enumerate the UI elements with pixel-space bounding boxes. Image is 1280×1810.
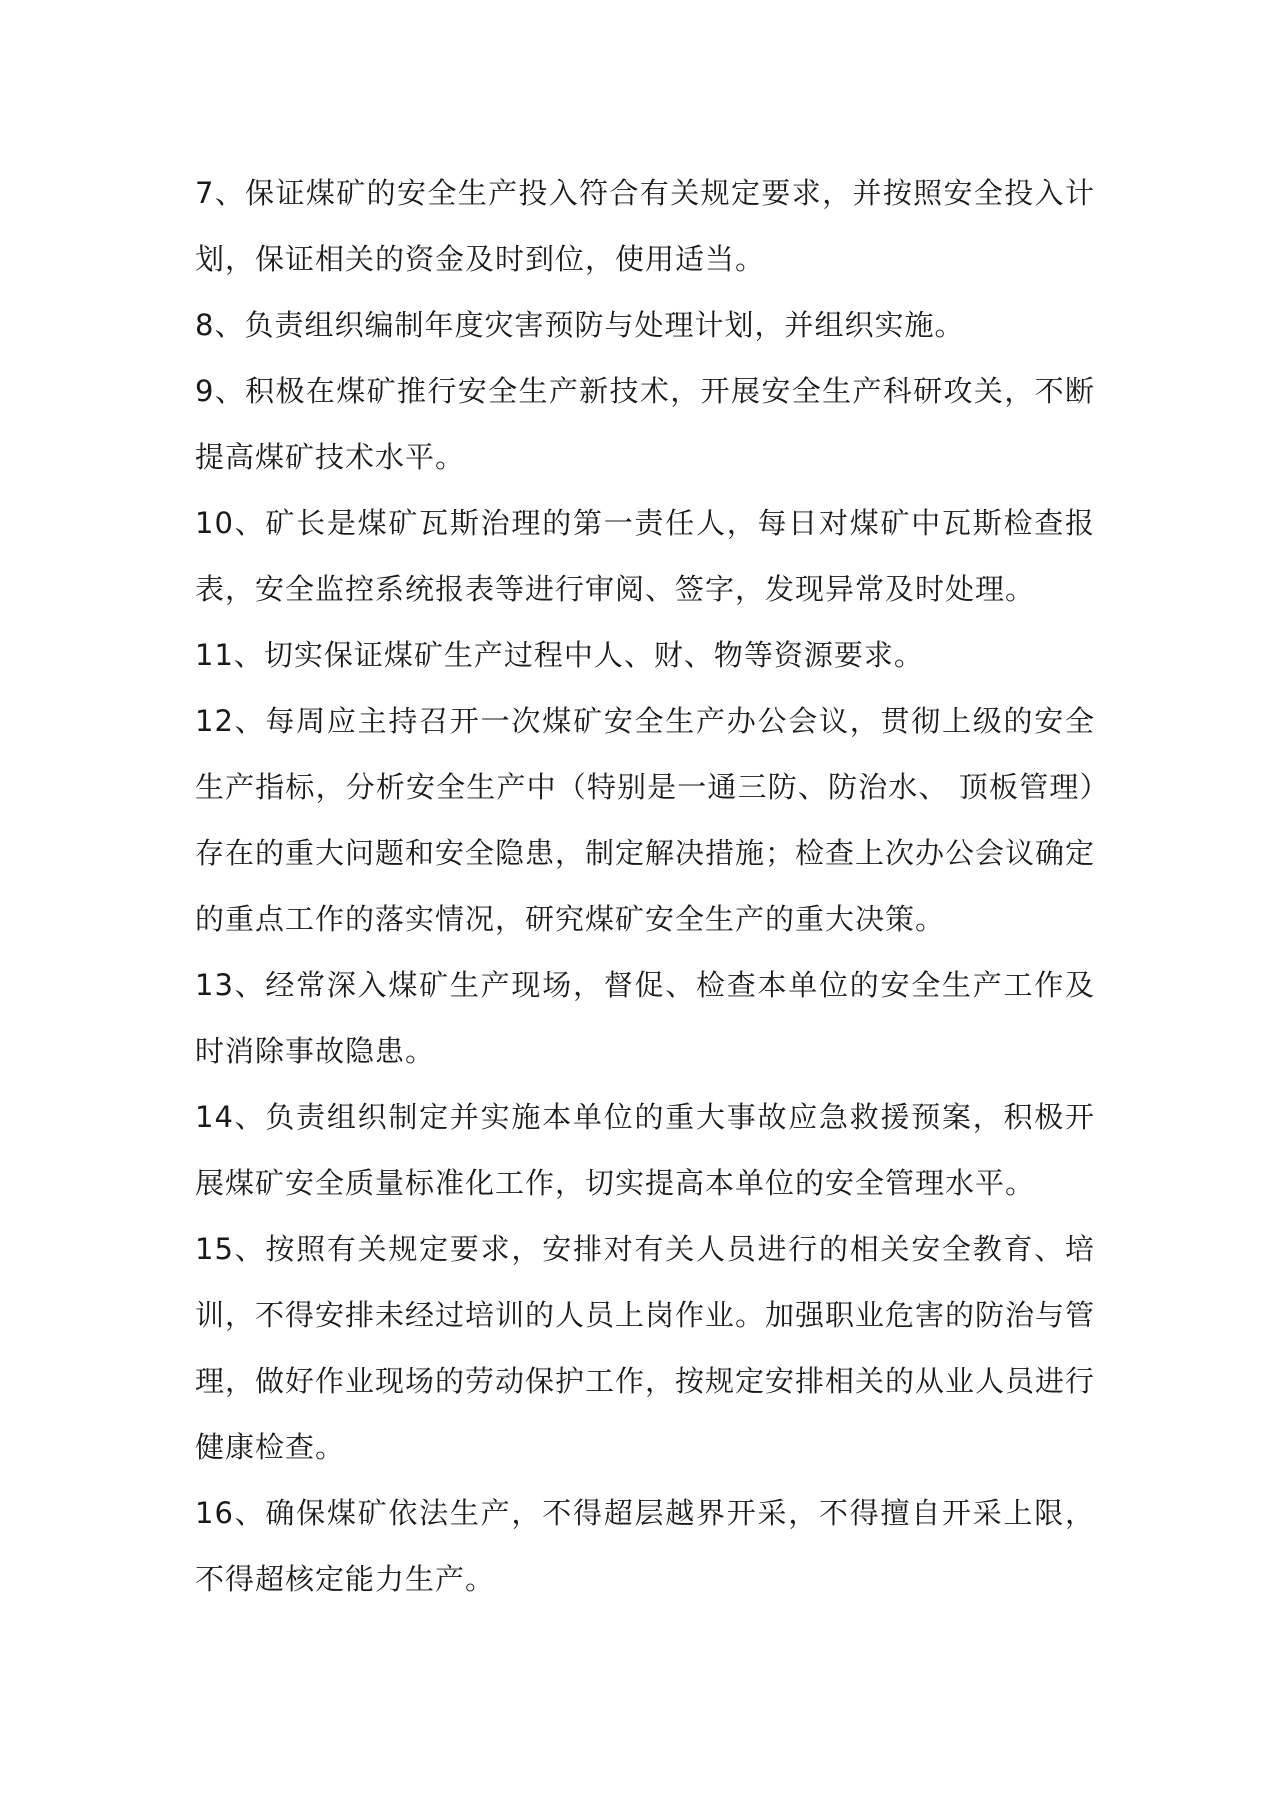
paragraph-item-14: 14、负责组织制定并实施本单位的重大事故应急救援预案，积极开展煤矿安全质量标准化工作，切实提高本单位的安全管理水平。 — [195, 1100, 1095, 1200]
paragraph-item-13: 13、经常深入煤矿生产现场，督促、检查本单位的安全生产工作及时消除事故隐患。 — [195, 968, 1095, 1068]
paragraph-item-12: 12、每周应主持召开一次煤矿安全生产办公会议，贯彻上级的安全生产指标，分析安全生产中（特别是一通三防、防治水、 顶板管理）存在的重大问题和安全隐患，制定解决措施；检查上次办公会议确定的重点工作的落实情况，研究煤矿安全生产的重大决策。 — [195, 704, 1096, 936]
document-body — [195, 160, 1095, 1612]
paragraph-item-7: 7、保证煤矿的安全生产投入符合有关规定要求，并按照安全投入计划，保证相关的资金及时到位，使用适当。 — [195, 176, 1095, 276]
paragraph-item-9: 9、积极在煤矿推行安全生产新技术，开展安全生产科研攻关，不断提高煤矿技术水平。 — [195, 374, 1095, 474]
paragraph-item-8: 8、负责组织编制年度灾害预防与处理计划，并组织实施。 — [195, 308, 965, 342]
paragraph-item-15: 15、按照有关规定要求，安排对有关人员进行的相关安全教育、培训，不得安排未经过培训的人员上岗作业。加强职业危害的防治与管理，做好作业现场的劳动保护工作，按规定安排相关的从业人员进行健康检查。 — [195, 1232, 1096, 1464]
paragraph-item-10: 10、矿长是煤矿瓦斯治理的第一责任人，每日对煤矿中瓦斯检查报表，安全监控系统报表等进行审阅、签字，发现异常及时处理。 — [195, 506, 1095, 606]
paragraph-item-16: 16、确保煤矿依法生产，不得超层越界开采，不得擅自开采上限，不得超核定能力生产。 — [195, 1496, 1095, 1596]
paragraph-item-11: 11、切实保证煤矿生产过程中人、财、物等资源要求。 — [195, 638, 924, 672]
